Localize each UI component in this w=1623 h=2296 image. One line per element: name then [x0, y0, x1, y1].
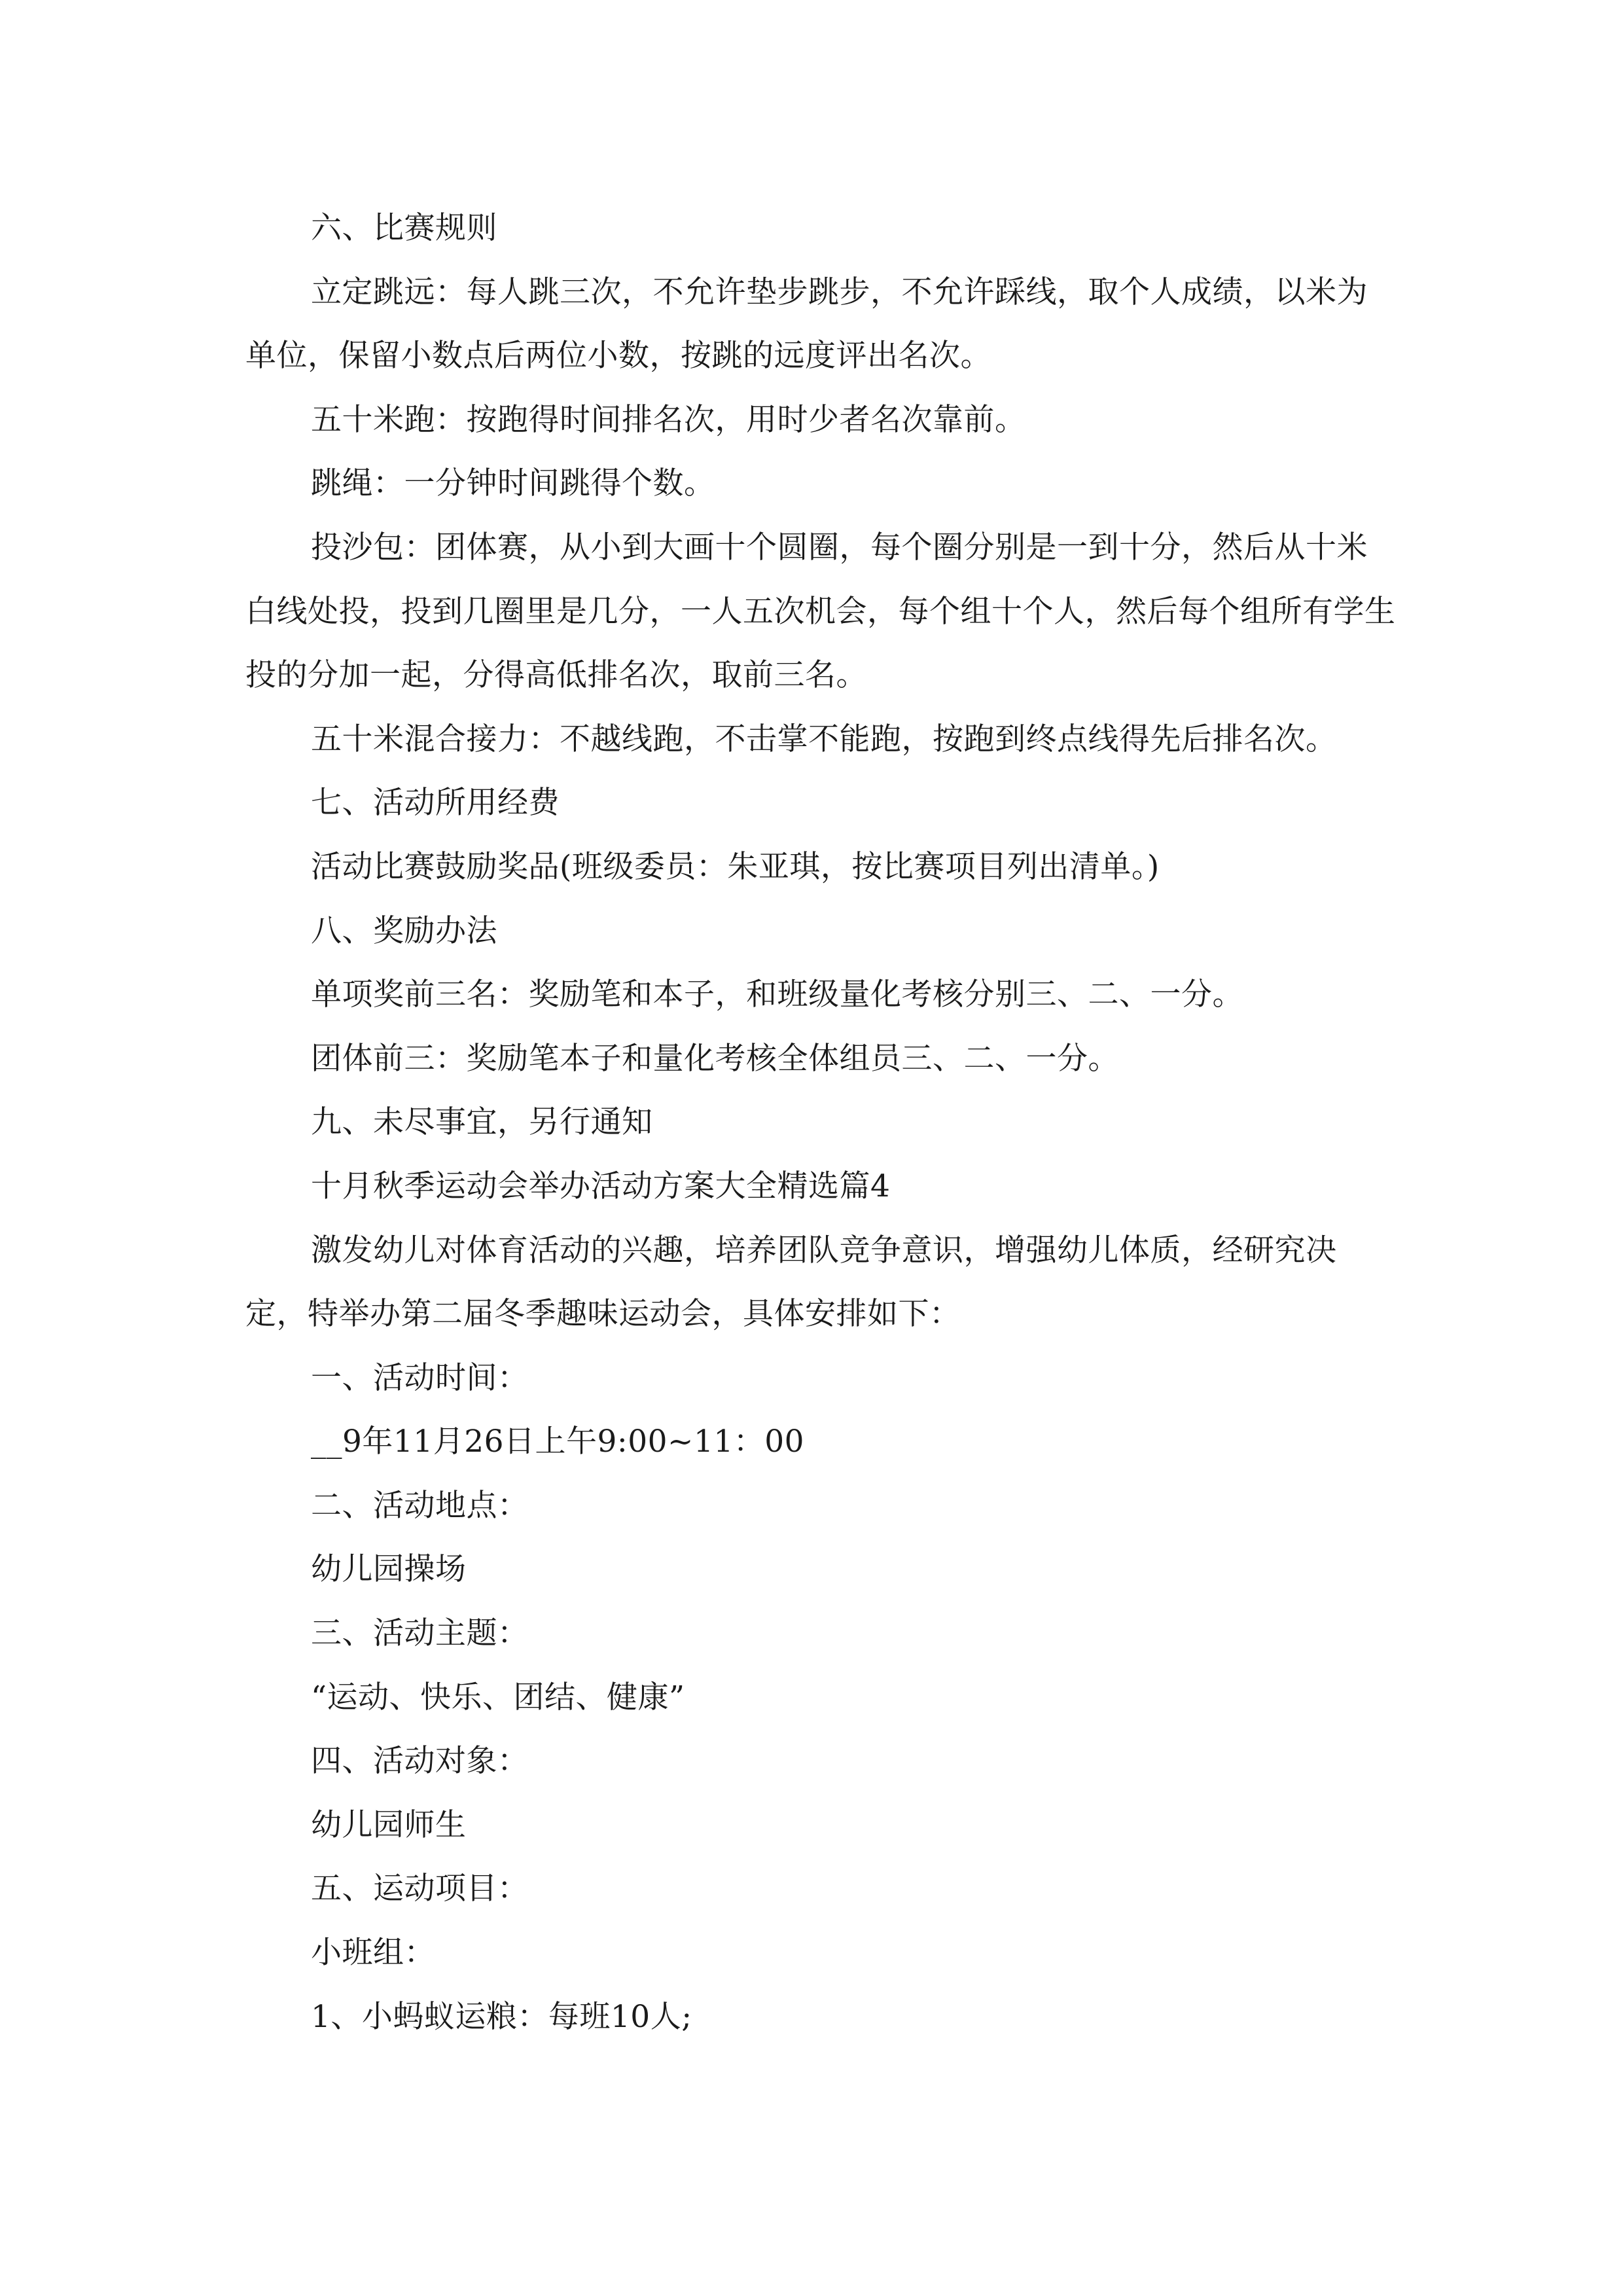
paragraph-sandbag-throw: 投沙包：团体赛，从小到大画十个圆圈，每个圈分别是一到十分，然后从十米白线处投，投到几圈里是几分，一人五次机会，每个组十个人，然后每个组所有学生投的分加一起，分得高低排名次，取前三名。 [245, 529, 1396, 694]
section-heading-theme: 三、活动主题： [311, 1615, 529, 1652]
paragraph-time: __9年11月26日上午9:00~11：00 [311, 1424, 805, 1460]
article-title: 十月秋季运动会举办活动方案大全精选篇4 [311, 1168, 891, 1204]
paragraph-small-class: 小班组： [311, 1935, 435, 1971]
section-heading-rewards: 八、奖励办法 [311, 912, 497, 949]
list-item-ant-relay: 1、小蚂蚁运粮：每班10人; [311, 1998, 692, 2035]
paragraph-theme: “运动、快乐、团结、健康” [311, 1679, 685, 1715]
section-heading-other: 九、未尽事宜，另行通知 [311, 1104, 653, 1141]
section-heading-events: 五、运动项目： [311, 1871, 529, 1907]
paragraph-team-rewards: 团体前三：奖励笔本子和量化考核全体组员三、二、一分。 [311, 1040, 1119, 1077]
document-body [245, 196, 1397, 2049]
section-heading-participants: 四、活动对象： [311, 1743, 529, 1780]
section-heading-rules: 六、比赛规则 [311, 210, 497, 246]
paragraph-jump-rope: 跳绳：一分钟时间跳得个数。 [311, 465, 715, 502]
section-heading-time: 一、活动时间： [311, 1359, 529, 1396]
section-heading-location: 二、活动地点： [311, 1487, 529, 1524]
paragraph-standing-long-jump: 立定跳远：每人跳三次，不允许垫步跳步，不允许踩线，取个人成绩，以米为单位，保留小数点后两位小数，按跳的远度评出名次。 [245, 274, 1368, 374]
paragraph-participants: 幼儿园师生 [311, 1806, 467, 1843]
paragraph-relay: 五十米混合接力：不越线跑，不击掌不能跑，按跑到终点线得先后排名次。 [311, 721, 1337, 757]
paragraph-prizes: 活动比赛鼓励奖品(班级委员：朱亚琪，按比赛项目列出清单。) [311, 848, 1160, 885]
section-heading-expenses: 七、活动所用经费 [311, 785, 560, 821]
paragraph-intro: 激发幼儿对体育活动的兴趣，培养团队竞争意识，增强幼儿体质，经研究决定，特举办第二届冬季趣味运动会，具体安排如下： [245, 1232, 1337, 1333]
paragraph-individual-rewards: 单项奖前三名：奖励笔和本子，和班级量化考核分别三、二、一分。 [311, 977, 1243, 1013]
paragraph-location: 幼儿园操场 [311, 1551, 467, 1588]
paragraph-50m-run: 五十米跑：按跑得时间排名次，用时少者名次靠前。 [311, 401, 1026, 438]
